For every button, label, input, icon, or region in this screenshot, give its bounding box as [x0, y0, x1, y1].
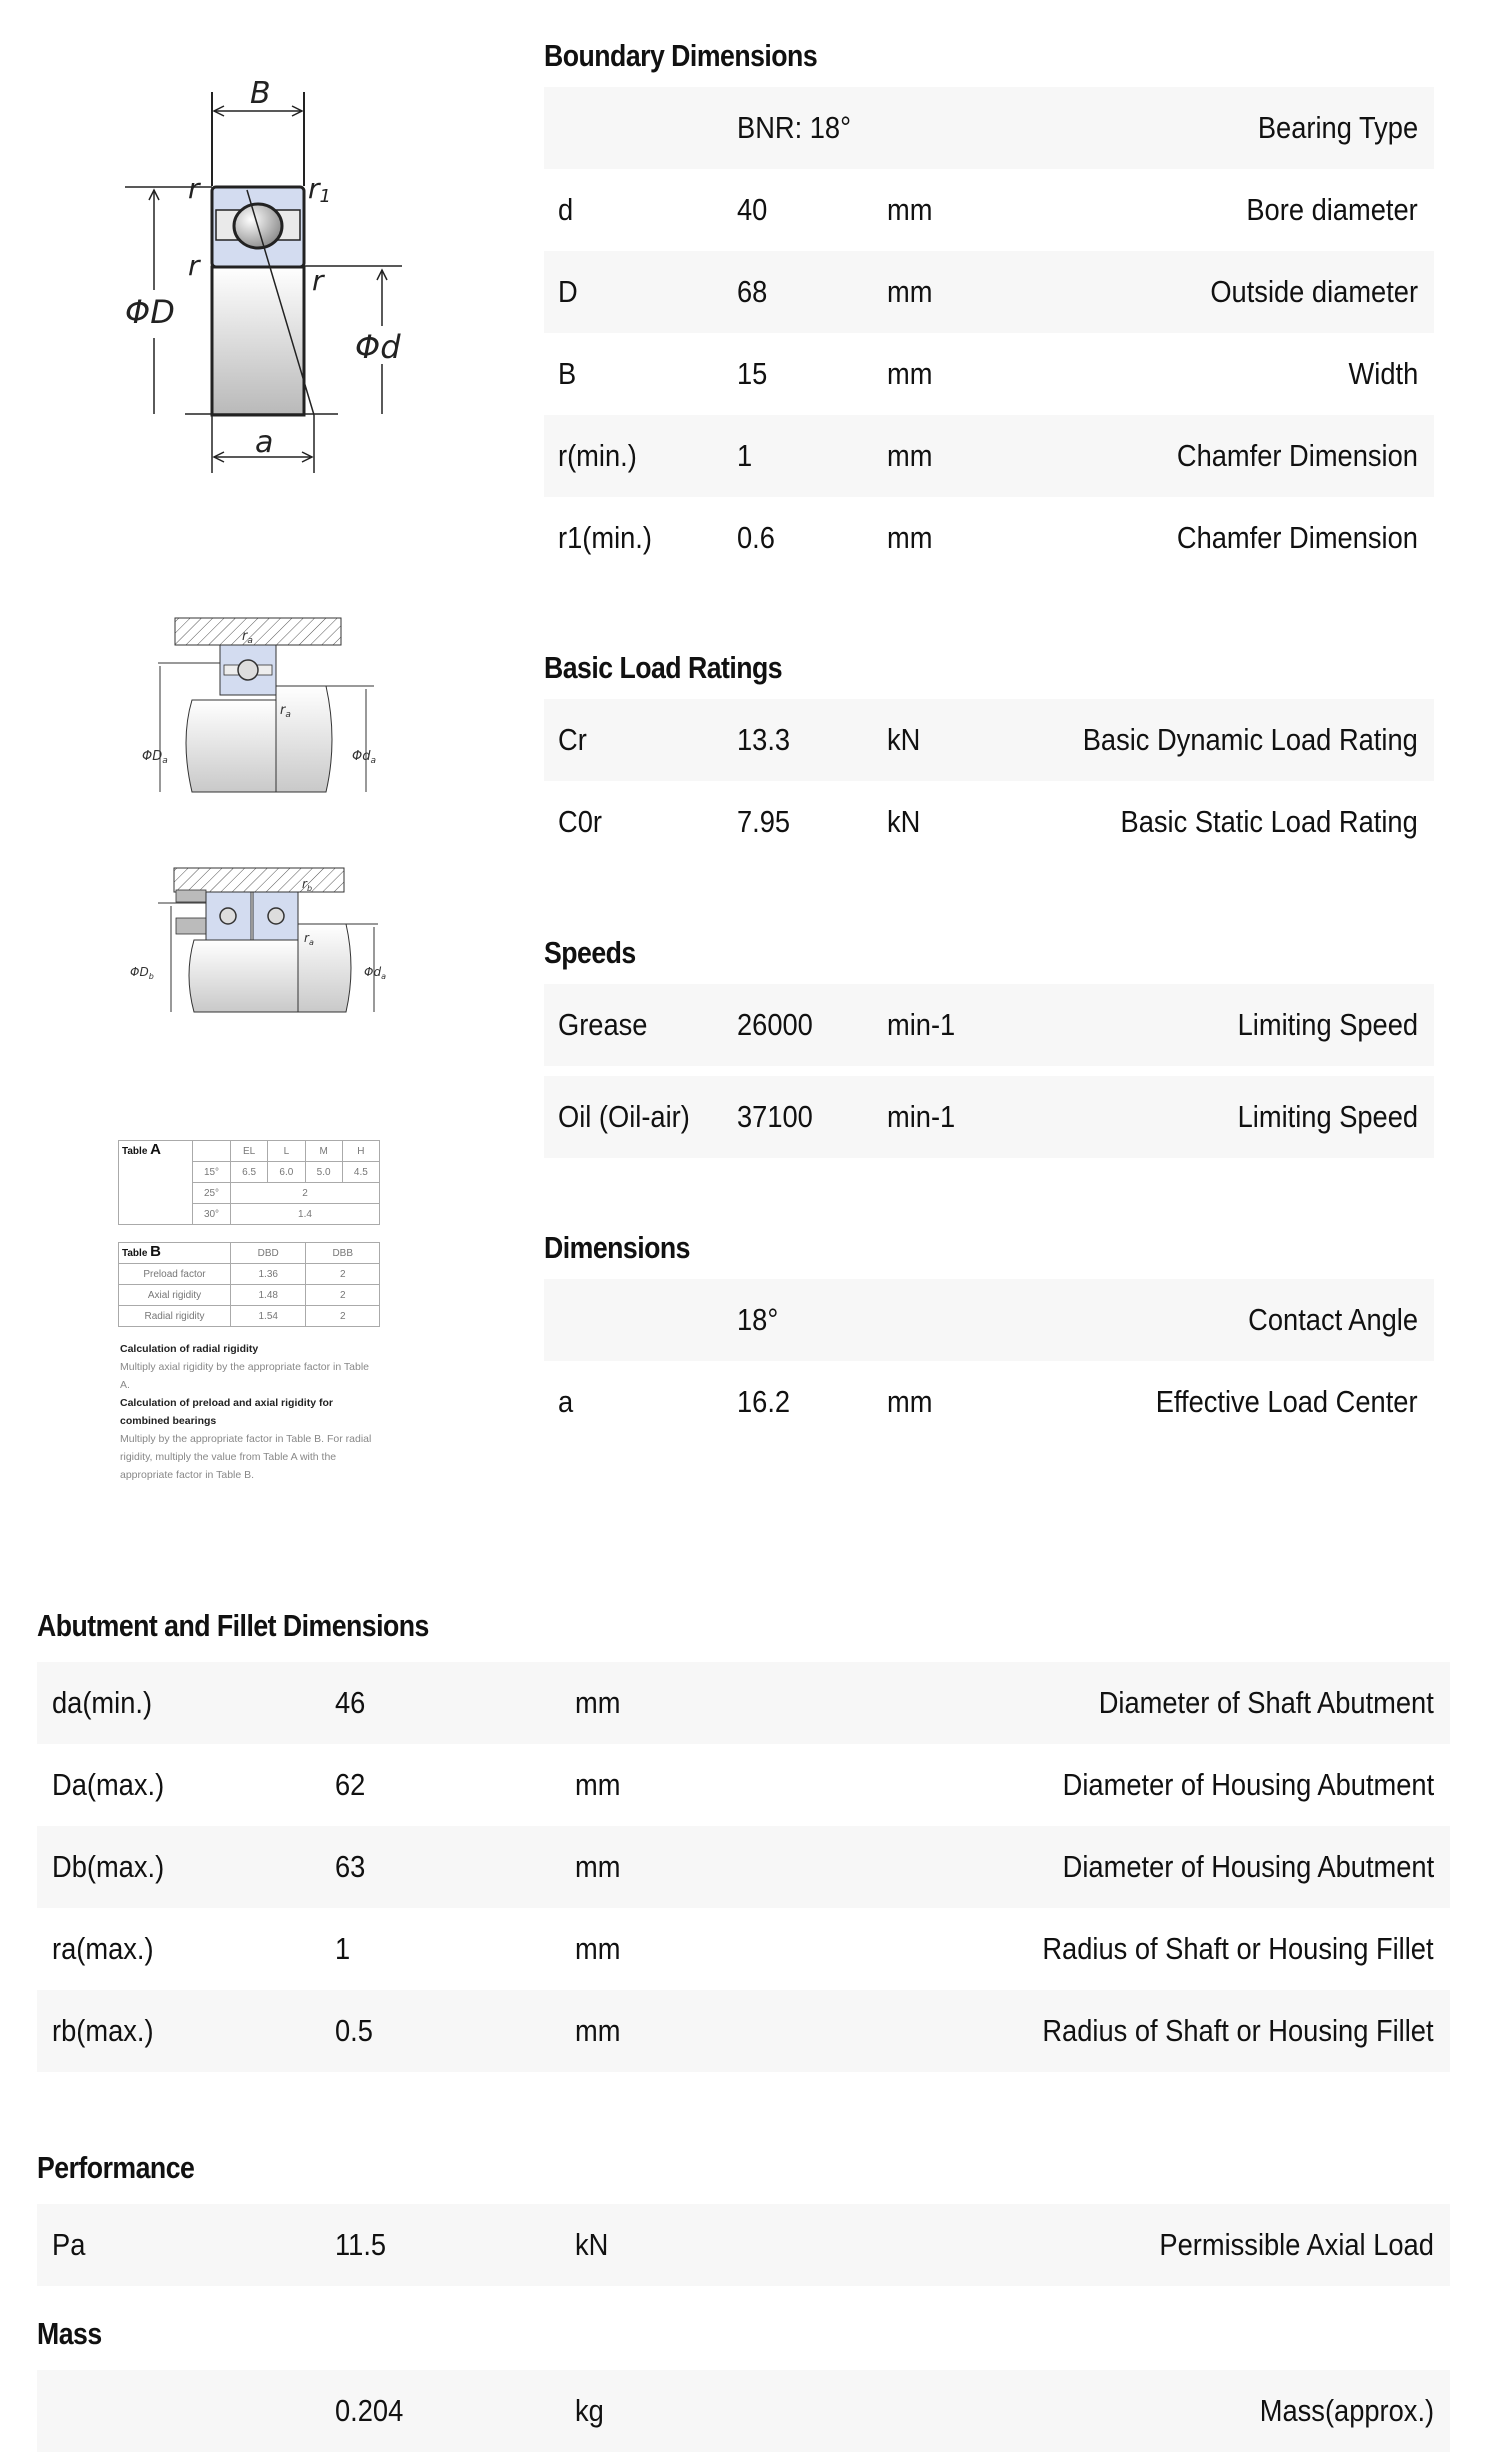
label-phi-Da: $\Phi D_a$: [142, 749, 168, 766]
table-row: [37, 1662, 1450, 1744]
row-symbol: B: [558, 356, 577, 391]
rigidity-table-b: [118, 1242, 380, 1327]
basic-load-ratings-section: [544, 642, 1434, 863]
table-b-row-label: Axial rigidity: [119, 1285, 231, 1306]
row-unit: mm: [887, 356, 933, 391]
label-phi-Db: $\Phi D_b$: [130, 965, 154, 981]
row-unit: mm: [887, 438, 933, 473]
row-symbol: d: [558, 192, 574, 227]
row-value: 18°: [737, 1302, 779, 1337]
mounting-single-bearing-diagram: [130, 610, 390, 800]
boundary-dimensions-section: [544, 30, 1434, 579]
row-description: Diameter of Shaft Abutment: [1098, 1685, 1434, 1720]
table-a-angle: 30°: [193, 1204, 231, 1225]
row-description: Effective Load Center: [1156, 1384, 1418, 1419]
row-symbol: Da(max.): [52, 1767, 165, 1802]
table-row: [544, 251, 1434, 333]
table-b-cell: 2: [306, 1306, 380, 1327]
table-row: [37, 1990, 1450, 2072]
label-ra: $r_a$: [304, 931, 314, 947]
row-unit: min-1: [887, 1099, 956, 1134]
table-b-row-label: Preload factor: [119, 1264, 231, 1285]
row-value: 0.5: [335, 2013, 373, 2048]
table-b-row-label: Radial rigidity: [119, 1306, 231, 1327]
dimensions-section: [544, 1222, 1434, 1443]
note-text-radial: Multiply axial rigidity by the appropriate factor in Table A.: [120, 1361, 370, 1391]
row-symbol: ra(max.): [52, 1931, 154, 1966]
row-unit: mm: [575, 1685, 621, 1720]
table-a-cell: 1.4: [231, 1204, 380, 1225]
row-description: Radius of Shaft or Housing Fillet: [1042, 2013, 1434, 2048]
rigidity-notes: [120, 1340, 380, 1484]
mass-section: [37, 2308, 1450, 2452]
table-b-title: Table B: [119, 1243, 231, 1264]
table-row: [37, 1826, 1450, 1908]
table-row: [544, 333, 1434, 415]
table-b-cell: 1.48: [231, 1285, 306, 1306]
row-description: Bore diameter: [1246, 192, 1418, 227]
table-row: [544, 1076, 1434, 1158]
row-symbol: rb(max.): [52, 2013, 154, 2048]
row-value: BNR: 18°: [737, 110, 852, 145]
mounting-paired-bearing-diagram: [128, 860, 398, 1020]
row-value: 62: [335, 1767, 366, 1802]
row-value: 1: [335, 1931, 351, 1966]
label-r-top: r: [188, 172, 200, 205]
row-symbol: a: [558, 1384, 574, 1419]
table-row: [544, 1361, 1434, 1443]
label-ra-side: $r_a$: [280, 703, 291, 720]
label-B: B: [250, 80, 271, 111]
section-title: Basic Load Ratings: [544, 650, 783, 685]
label-a: a: [255, 425, 274, 460]
table-row: [544, 169, 1434, 251]
speeds-section: [544, 927, 1434, 1158]
row-description: Bearing Type: [1257, 110, 1418, 145]
table-a-angle: 15°: [193, 1162, 231, 1183]
row-unit: mm: [887, 192, 933, 227]
section-title: Mass: [37, 2316, 102, 2351]
row-description: Mass(approx.): [1259, 2393, 1434, 2428]
table-row: [544, 497, 1434, 579]
row-unit: mm: [887, 520, 933, 555]
table-row: [544, 781, 1434, 863]
label-rb: $r_b$: [302, 877, 313, 893]
row-value: 63: [335, 1849, 366, 1884]
table-a-col-EL: EL: [231, 1141, 268, 1162]
table-b-cell: 1.36: [231, 1264, 306, 1285]
table-row: [544, 415, 1434, 497]
table-row: [37, 2204, 1450, 2286]
table-row: [544, 87, 1434, 169]
section-title: Performance: [37, 2150, 195, 2185]
table-row: [37, 2370, 1450, 2452]
table-b-col-DBD: DBD: [231, 1243, 306, 1264]
row-value: 7.95: [737, 804, 791, 839]
table-row: [544, 699, 1434, 781]
table-a-cell: 5.0: [305, 1162, 342, 1183]
row-unit: mm: [575, 2013, 621, 2048]
label-r-right: r: [312, 264, 324, 297]
row-value: 0.204: [335, 2393, 404, 2428]
table-b-col-DBB: DBB: [306, 1243, 380, 1264]
row-unit: mm: [575, 1849, 621, 1884]
label-phi-D: ΦD: [125, 293, 175, 331]
row-description: Basic Dynamic Load Rating: [1082, 722, 1418, 757]
row-unit: kN: [575, 2227, 609, 2262]
row-value: 46: [335, 1685, 366, 1720]
row-unit: kN: [887, 804, 921, 839]
table-a-title: Table A: [119, 1141, 193, 1225]
note-heading-radial: Calculation of radial rigidity: [120, 1343, 259, 1355]
row-symbol: r1(min.): [558, 520, 652, 555]
row-value: 26000: [737, 1007, 813, 1042]
row-symbol: C0r: [558, 804, 602, 839]
row-unit: mm: [887, 274, 933, 309]
row-unit: kg: [575, 2393, 604, 2428]
row-description: Chamfer Dimension: [1176, 520, 1418, 555]
row-symbol: Oil (Oil-air): [558, 1099, 690, 1134]
row-symbol: Grease: [558, 1007, 648, 1042]
note-text-combined: Multiply by the appropriate factor in Table B. For radial rigidity, multiply the value from Table A with the appropriate factor in Table B.: [120, 1433, 372, 1481]
row-description: Diameter of Housing Abutment: [1062, 1767, 1434, 1802]
section-title: Boundary Dimensions: [544, 38, 818, 73]
table-b-cell: 2: [306, 1264, 380, 1285]
table-b-cell: 1.54: [231, 1306, 306, 1327]
row-unit: kN: [887, 722, 921, 757]
label-ra-top: $r_a$: [242, 629, 253, 646]
row-value: 68: [737, 274, 768, 309]
row-unit: mm: [575, 1767, 621, 1802]
table-a-cell: 4.5: [342, 1162, 379, 1183]
table-row: [544, 1279, 1434, 1361]
label-phi-da: $\Phi d_a$: [352, 749, 376, 766]
label-phi-da-pair: $\Phi d_a$: [364, 965, 386, 981]
section-title: Dimensions: [544, 1230, 690, 1265]
table-b-cell: 2: [306, 1285, 380, 1306]
row-value: 40: [737, 192, 768, 227]
row-unit: mm: [575, 1931, 621, 1966]
table-row: [37, 1908, 1450, 1990]
row-description: Diameter of Housing Abutment: [1062, 1849, 1434, 1884]
row-symbol: da(min.): [52, 1685, 153, 1720]
row-value: 37100: [737, 1099, 813, 1134]
table-a-col-M: M: [305, 1141, 342, 1162]
table-row: [37, 1744, 1450, 1826]
label-r-mid: r: [188, 249, 200, 282]
row-description: Limiting Speed: [1237, 1007, 1418, 1042]
table-a-col-H: H: [342, 1141, 379, 1162]
note-heading-combined: Calculation of preload and axial rigidity for combined bearings: [120, 1397, 333, 1427]
rigidity-table-a: [118, 1140, 380, 1225]
performance-section: [37, 2142, 1450, 2286]
table-row: [544, 984, 1434, 1066]
row-value: 16.2: [737, 1384, 791, 1419]
row-symbol: Pa: [52, 2227, 86, 2262]
table-a-col-L: L: [268, 1141, 305, 1162]
row-value: 11.5: [335, 2227, 387, 2262]
bearing-cross-section-diagram: [110, 80, 430, 540]
row-description: Contact Angle: [1248, 1302, 1418, 1337]
label-phi-d: Φd: [355, 328, 401, 366]
row-unit: mm: [887, 1384, 933, 1419]
table-a-cell: 2: [231, 1183, 380, 1204]
row-value: 13.3: [737, 722, 791, 757]
row-description: Width: [1348, 356, 1418, 391]
row-description: Radius of Shaft or Housing Fillet: [1042, 1931, 1434, 1966]
row-symbol: D: [558, 274, 578, 309]
table-a-angle: 25°: [193, 1183, 231, 1204]
row-description: Chamfer Dimension: [1176, 438, 1418, 473]
section-title: Abutment and Fillet Dimensions: [37, 1608, 429, 1643]
row-unit: min-1: [887, 1007, 956, 1042]
row-description: Outside diameter: [1210, 274, 1418, 309]
table-a-cell: 6.0: [268, 1162, 305, 1183]
label-r1: r1: [308, 172, 331, 207]
abutment-fillet-section: [37, 1600, 1450, 2072]
row-description: Limiting Speed: [1237, 1099, 1418, 1134]
row-symbol: Db(max.): [52, 1849, 165, 1884]
row-symbol: r(min.): [558, 438, 637, 473]
row-value: 1: [737, 438, 753, 473]
row-value: 15: [737, 356, 768, 391]
row-symbol: Cr: [558, 722, 587, 757]
section-title: Speeds: [544, 935, 636, 970]
table-a-cell: 6.5: [231, 1162, 268, 1183]
row-value: 0.6: [737, 520, 775, 555]
row-description: Permissible Axial Load: [1159, 2227, 1434, 2262]
row-description: Basic Static Load Rating: [1120, 804, 1418, 839]
